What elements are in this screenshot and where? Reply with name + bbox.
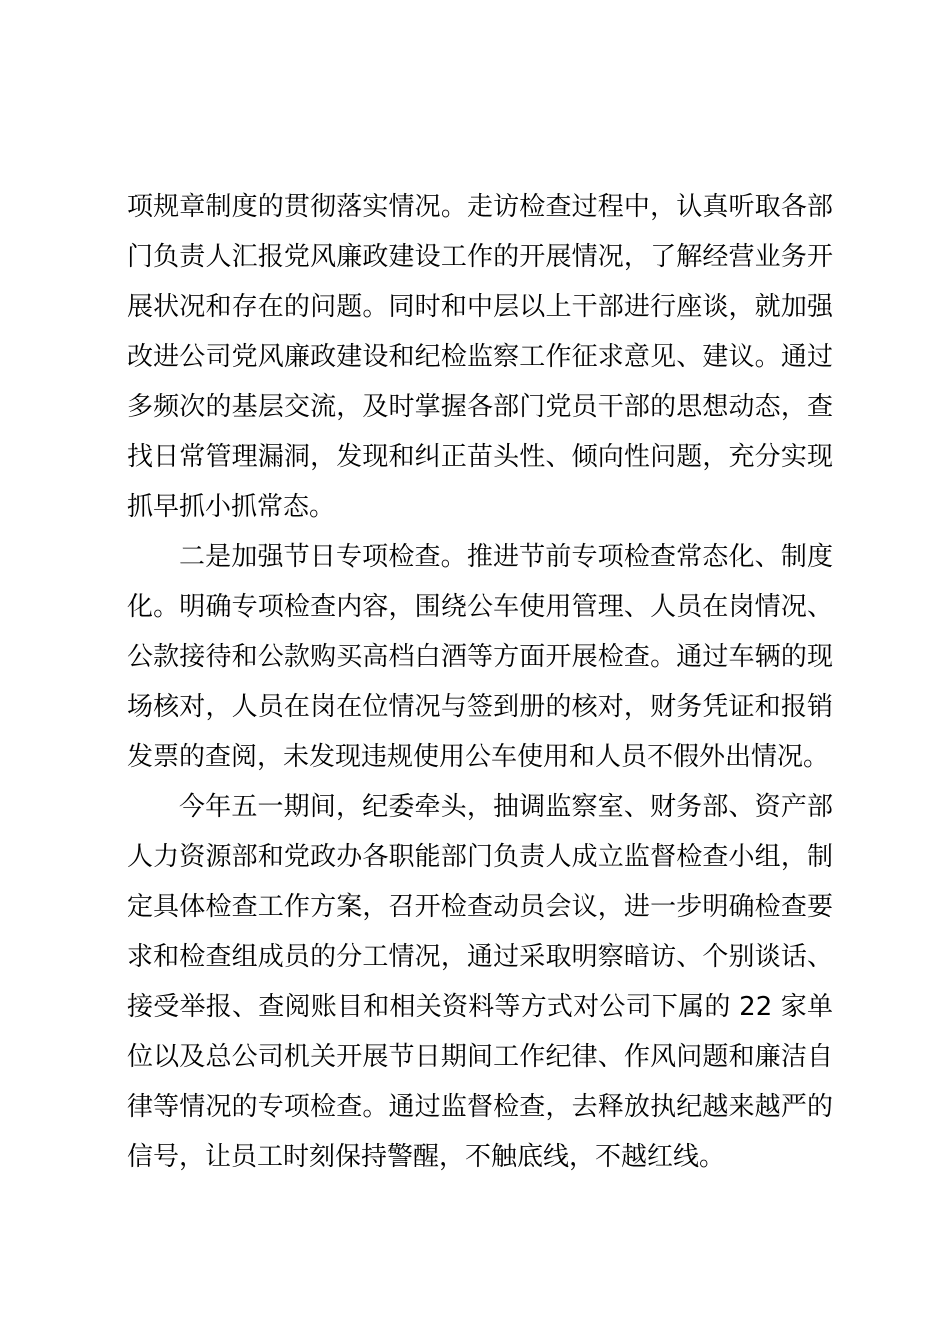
text-line: 公款接待和公款购买高档白酒等方面开展检查。通过车辆的现	[127, 642, 833, 672]
text-line: 找日常管理漏洞，发现和纠正苗头性、倾向性问题，充分实现	[127, 442, 833, 472]
text-line: 场核对，人员在岗在位情况与签到册的核对，财务凭证和报销	[127, 692, 833, 722]
text-line: 项规章制度的贯彻落实情况。走访检查过程中，认真听取各部	[127, 192, 833, 222]
text-line: 多频次的基层交流，及时掌握各部门党员干部的思想动态，查	[127, 392, 833, 422]
paragraph-3	[127, 782, 833, 1182]
text-line: 抓早抓小抓常态。	[127, 492, 336, 522]
text-line: 发票的查阅，未发现违规使用公车使用和人员不假外出情况。	[127, 742, 830, 772]
text-line: 定具体检查工作方案，召开检查动员会议，进一步明确检查要	[127, 892, 833, 922]
text-line: 人力资源部和党政办各职能部门负责人成立监督检查小组，制	[127, 842, 833, 872]
text-line: 信号，让员工时刻保持警醒，不触底线，不越红线。	[127, 1142, 726, 1172]
text-line: 门负责人汇报党风廉政建设工作的开展情况，了解经营业务开	[127, 242, 833, 272]
text-line: 律等情况的专项检查。通过监督检查，去释放执纪越来越严的	[127, 1092, 833, 1122]
text-line: 改进公司党风廉政建设和纪检监察工作征求意见、建议。通过	[127, 342, 833, 372]
text-line: 化。明确专项检查内容，围绕公车使用管理、人员在岗情况、	[127, 592, 833, 622]
body-text	[127, 182, 833, 1182]
text-line: 展状况和存在的问题。同时和中层以上干部进行座谈，就加强	[127, 292, 833, 322]
paragraph-2	[127, 532, 833, 782]
text-line: 二是加强节日专项检查。推进节前专项检查常态化、制度	[179, 542, 833, 572]
text-line: 位以及总公司机关开展节日期间工作纪律、作风问题和廉洁自	[127, 1042, 833, 1072]
text-line: 今年五一期间，纪委牵头，抽调监察室、财务部、资产部	[179, 792, 833, 822]
paragraph-1	[127, 182, 833, 532]
text-line: 求和检查组成员的分工情况，通过采取明察暗访、个别谈话、	[127, 942, 833, 972]
text-line: 接受举报、查阅账目和相关资料等方式对公司下属的 22 家单	[127, 992, 833, 1022]
